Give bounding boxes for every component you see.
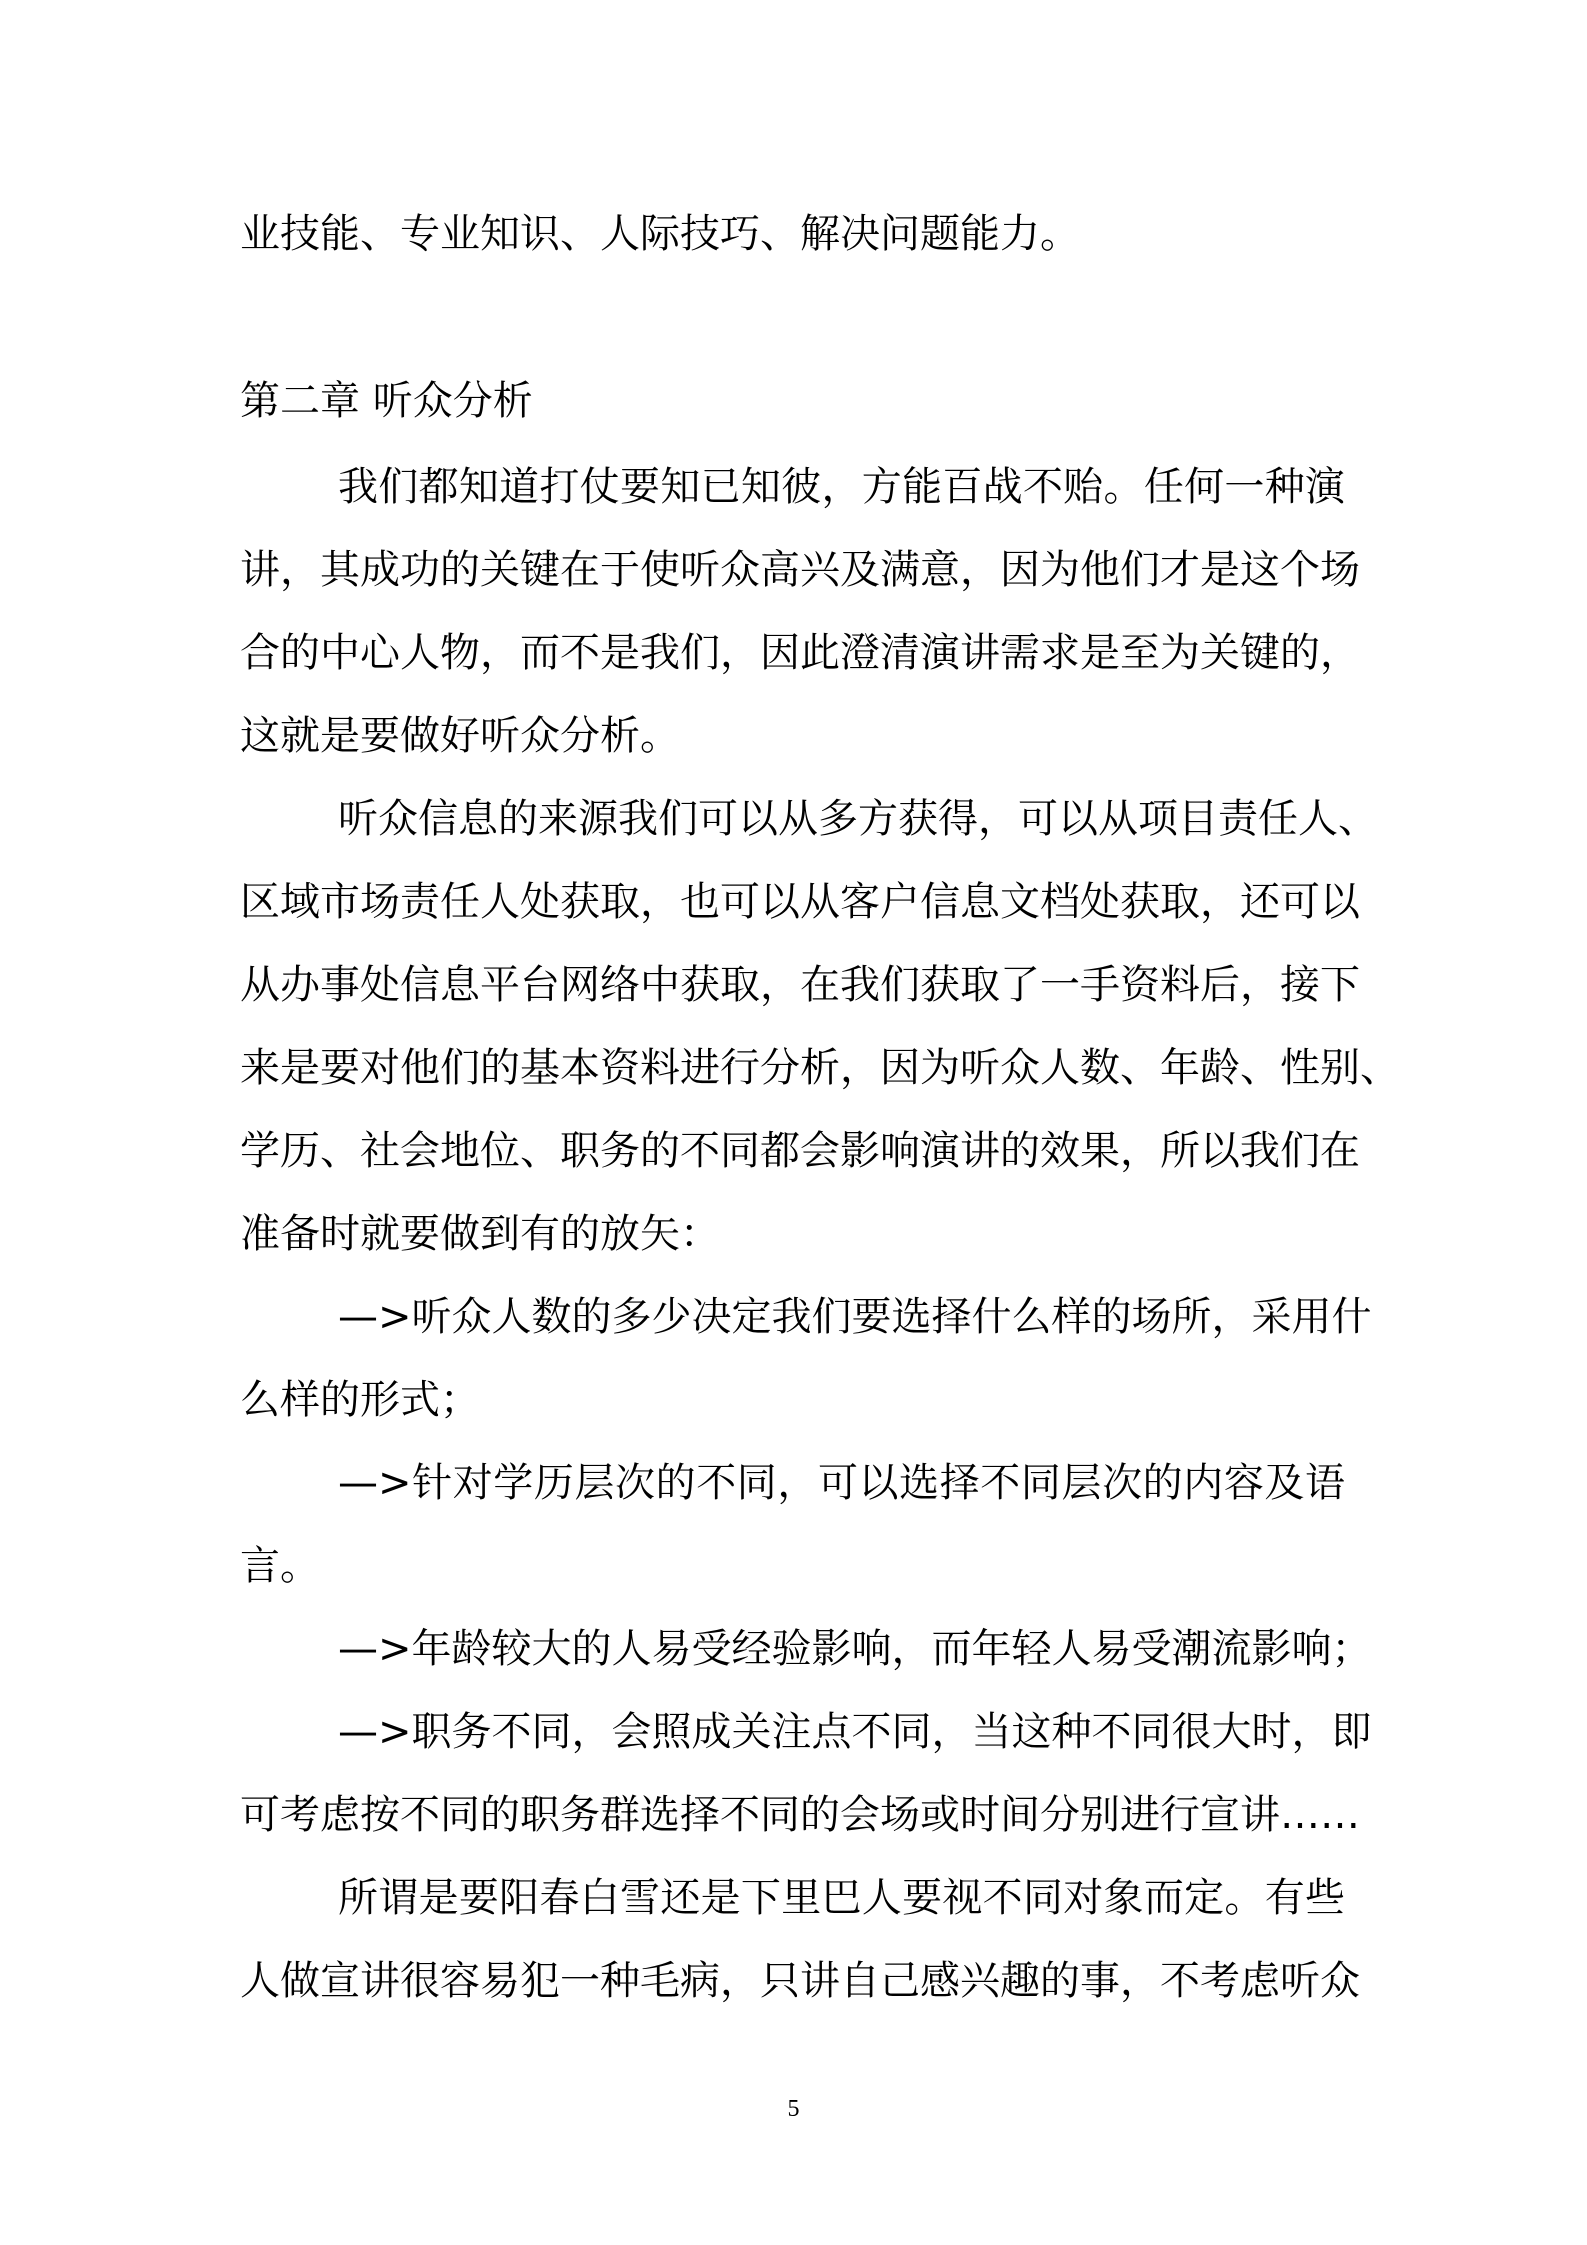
- paragraph-2-line-5: 学历、社会地位、职务的不同都会影响演讲的效果，所以我们在: [240, 1128, 1360, 1174]
- paragraph-2-line-6: 准备时就要做到有的放矢：: [240, 1211, 720, 1257]
- paragraph-3-line-2: 人做宣讲很容易犯一种毛病，只讲自己感兴趣的事，不考虑听众: [240, 1958, 1360, 2004]
- paragraph-1-line-4: 这就是要做好听众分析。: [240, 713, 680, 759]
- paragraph-2-line-4: 来是要对他们的基本资料进行分析，因为听众人数、年龄、性别、: [240, 1045, 1400, 1091]
- bullet-1-line-1: —>听众人数的多少决定我们要选择什么样的场所，采用什: [338, 1294, 1372, 1340]
- bullet-4-line-2: 可考虑按不同的职务群选择不同的会场或时间分别进行宣讲……: [240, 1792, 1360, 1838]
- bullet-2-line-1: —>针对学历层次的不同，可以选择不同层次的内容及语: [338, 1460, 1345, 1506]
- paragraph-1-line-3: 合的中心人物，而不是我们，因此澄清演讲需求是至为关键的，: [240, 630, 1360, 676]
- paragraph-2-line-1: 听众信息的来源我们可以从多方获得，可以从项目责任人、: [338, 796, 1378, 842]
- bullet-4-line-1: —>职务不同，会照成关注点不同，当这种不同很大时，即: [338, 1709, 1372, 1755]
- text-line-continuation: 业技能、专业知识、人际技巧、解决问题能力。: [240, 211, 1080, 257]
- paragraph-2-line-2: 区域市场责任人处获取，也可以从客户信息文档处获取，还可以: [240, 879, 1360, 925]
- paragraph-3-line-1: 所谓是要阳春白雪还是下里巴人要视不同对象而定。有些: [338, 1875, 1345, 1921]
- bullet-3-line-1: —>年龄较大的人易受经验影响，而年轻人易受潮流影响；: [338, 1626, 1372, 1672]
- bullet-2-line-2: 言。: [240, 1543, 320, 1589]
- bullet-1-line-2: 么样的形式；: [240, 1377, 480, 1423]
- page-number: 5: [787, 2096, 800, 2122]
- paragraph-1-line-2: 讲，其成功的关键在于使听众高兴及满意，因为他们才是这个场: [240, 547, 1360, 593]
- paragraph-1-line-1: 我们都知道打仗要知已知彼，方能百战不贻。任何一种演: [338, 464, 1345, 510]
- paragraph-2-line-3: 从办事处信息平台网络中获取，在我们获取了一手资料后，接下: [240, 962, 1360, 1008]
- chapter-heading: 第二章 听众分析: [240, 378, 533, 424]
